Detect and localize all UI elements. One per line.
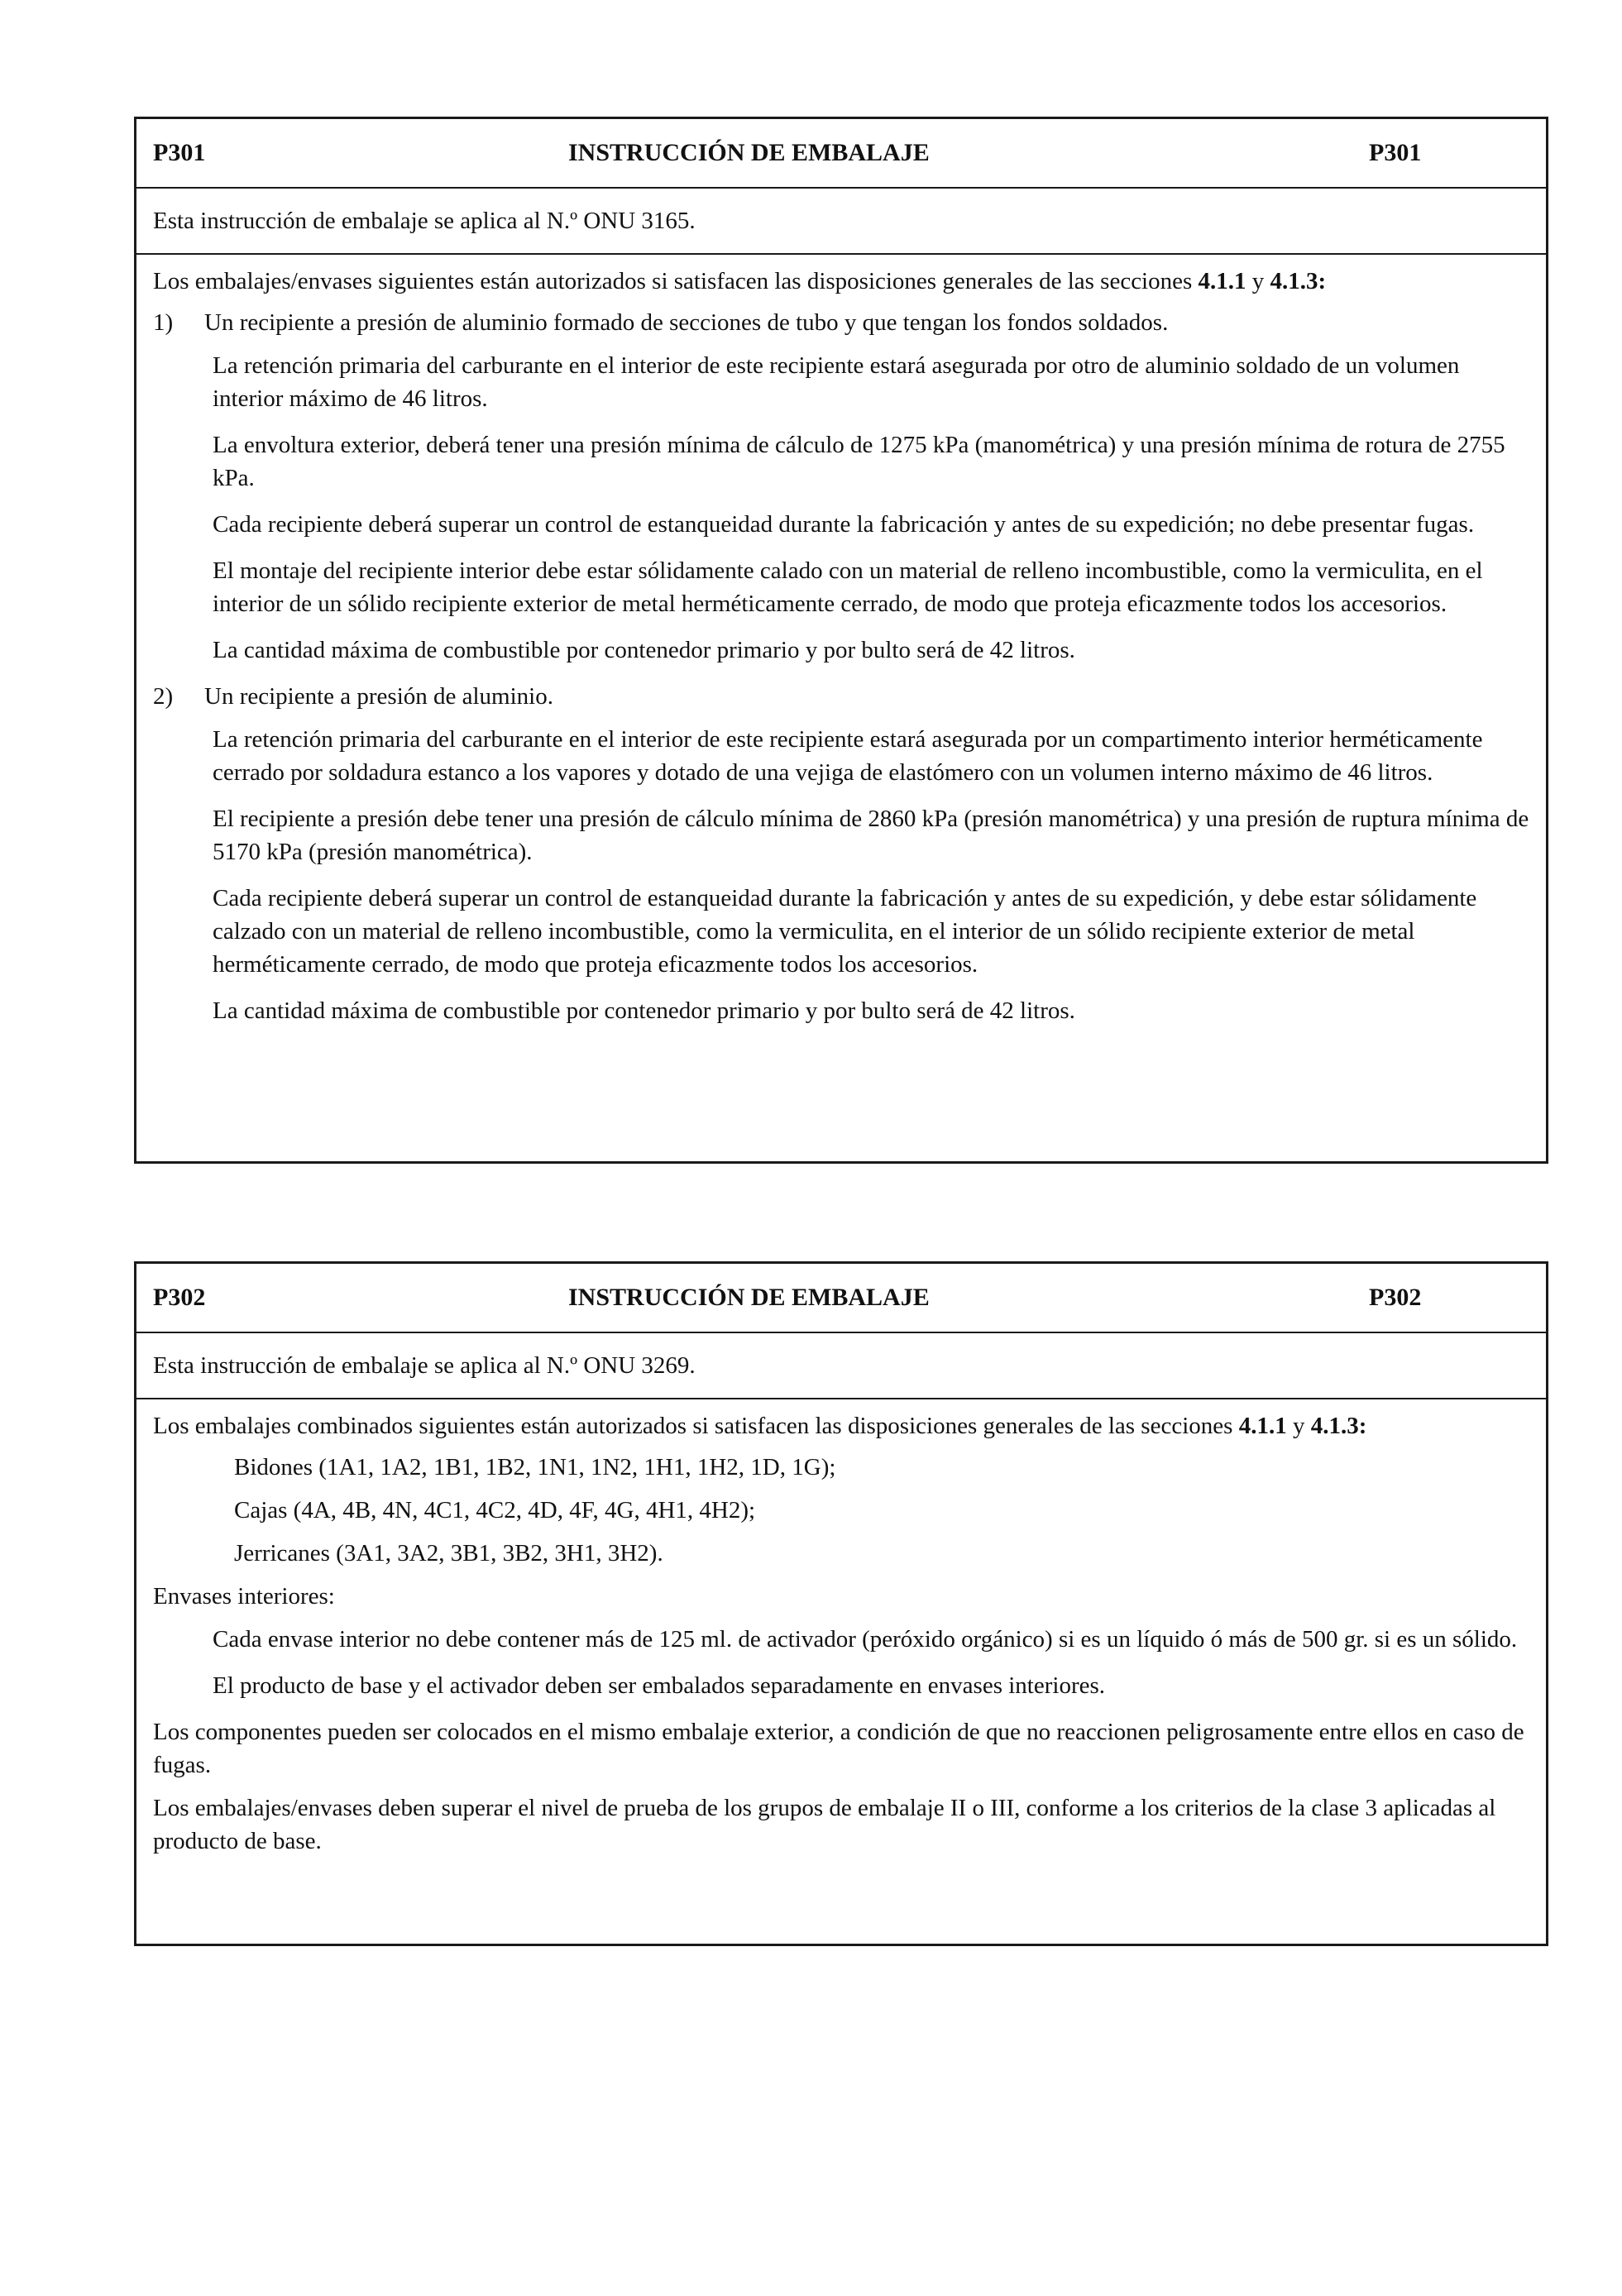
p301-intro-ref1: 4.1.1 — [1198, 268, 1246, 294]
p301-item-2 — [153, 680, 1529, 713]
p301-applies-text: Esta instrucción de embalaje se aplica al N.º ONU 3165. — [153, 208, 696, 234]
p302-header — [136, 1264, 1546, 1333]
p302-applies-text: Esta instrucción de embalaje se aplica al N.º ONU 3269. — [153, 1352, 696, 1379]
p301-code-right: P301 — [1369, 139, 1422, 166]
p301-intro — [153, 265, 1529, 298]
p302-closing-paragraph: Los embalajes/envases deben superar el nivel de prueba de los grupos de embalaje II o III, conforme a los criterios de la clase 3 aplicadas al producto de base. — [153, 1795, 1496, 1854]
p302-packaging-jerricans: Jerricanes (3A1, 3A2, 3B1, 3B2, 3H1, 3H2). — [234, 1540, 663, 1567]
p302-inner-heading: Envases interiores: — [153, 1583, 335, 1610]
p301-item-2-paragraph: La cantidad máxima de combustible por contenedor primario y por bulto será de 42 litros. — [213, 997, 1075, 1024]
p302-intro — [153, 1409, 1529, 1442]
p301-applies-row — [136, 189, 1546, 255]
p302-inner-paragraph: El producto de base y el activador deben ser embalados separadamente en envases interiores. — [213, 1672, 1106, 1699]
p301-item-2-paragraph: La retención primaria del carburante en el interior de este recipiente estará asegurada por un compartimento interior herméticamente cerrado por soldadura estanco a los vapores y dotado de una vejiga de elastómero con un volumen interno máximo de 46 litros. — [213, 726, 1483, 786]
p301-item-2-number: 2) — [153, 683, 174, 710]
p301-item-1-number: 1) — [153, 309, 174, 336]
p301-header — [136, 119, 1546, 189]
p302-intro-and: y — [1292, 1413, 1305, 1439]
p302-intro-text: Los embalajes combinados siguientes están autorizados si satisfacen las disposiciones generales de las secciones — [153, 1413, 1233, 1439]
p301-item-1-paragraph: La cantidad máxima de combustible por contenedor primario y por bulto será de 42 litros. — [213, 637, 1075, 663]
p302-applies-row — [136, 1333, 1546, 1399]
p301-item-2-paragraph: Cada recipiente deberá superar un control de estanqueidad durante la fabricación y antes de su expedición, y debe estar sólidamente calzado con un material de relleno incombustible, como la vermiculita, en el interior de un sólido recipiente exterior de metal herméticamente cerrado, de modo que proteja eficazmente todos los accesorios. — [213, 885, 1477, 978]
p302-title: INSTRUCCIÓN DE EMBALAJE — [568, 1284, 930, 1311]
p301-item-1-text: Un recipiente a presión de aluminio formado de secciones de tubo y que tengan los fondos soldados. — [204, 309, 1169, 336]
p302-code-right: P302 — [1369, 1284, 1422, 1311]
p301-item-1 — [153, 306, 1529, 339]
p302-closing-paragraph: Los componentes pueden ser colocados en el mismo embalaje exterior, a condición de que no reaccionen peligrosamente entre ellos en caso de fugas. — [153, 1719, 1524, 1778]
p301-item-1-paragraph: La envoltura exterior, deberá tener una presión mínima de cálculo de 1275 kPa (manométrica) y una presión mínima de rotura de 2755 kPa. — [213, 432, 1505, 491]
p302-packaging-boxes: Cajas (4A, 4B, 4N, 4C1, 4C2, 4D, 4F, 4G, 4H1, 4H2); — [234, 1497, 756, 1523]
p302-intro-ref2: 4.1.3: — [1310, 1413, 1367, 1439]
p302-inner-paragraph: Cada envase interior no debe contener más de 125 ml. de activador (peróxido orgánico) si es un líquido ó más de 500 gr. si es un sólido. — [213, 1626, 1518, 1653]
p301-item-2-paragraph: El recipiente a presión debe tener una presión de cálculo mínima de 2860 kPa (presión manométrica) y una presión de ruptura mínima de 5170 kPa (presión manométrica). — [213, 806, 1529, 865]
p302-intro-ref1: 4.1.1 — [1238, 1413, 1287, 1439]
p301-item-1-paragraph: Cada recipiente deberá superar un control de estanqueidad durante la fabricación y antes de su expedición; no debe presentar fugas. — [213, 511, 1475, 538]
p301-intro-text: Los embalajes/envases siguientes están autorizados si satisfacen las disposiciones generales de las secciones — [153, 268, 1193, 294]
p301-content — [136, 255, 1546, 1027]
packing-instruction-p302 — [134, 1261, 1548, 1946]
p301-title: INSTRUCCIÓN DE EMBALAJE — [568, 139, 930, 166]
p301-item-1-paragraph: El montaje del recipiente interior debe estar sólidamente calado con un material de relleno incombustible, como la vermiculita, en el interior de un sólido recipiente exterior de metal herméticamente cerrado, de modo que proteja eficazmente todos los accesorios. — [213, 557, 1483, 617]
p302-packaging-drums: Bidones (1A1, 1A2, 1B1, 1B2, 1N1, 1N2, 1H1, 1H2, 1D, 1G); — [234, 1454, 836, 1480]
p301-code-left: P301 — [153, 139, 206, 166]
packing-instruction-p301 — [134, 117, 1548, 1164]
p302-code-left: P302 — [153, 1284, 206, 1311]
p301-item-1-paragraph: La retención primaria del carburante en el interior de este recipiente estará asegurada por otro de aluminio soldado de un volumen interior máximo de 46 litros. — [213, 352, 1460, 412]
p301-intro-and: y — [1251, 268, 1265, 294]
p301-item-2-text: Un recipiente a presión de aluminio. — [204, 683, 553, 710]
p301-intro-ref2: 4.1.3: — [1270, 268, 1327, 294]
p302-content — [136, 1399, 1546, 1858]
